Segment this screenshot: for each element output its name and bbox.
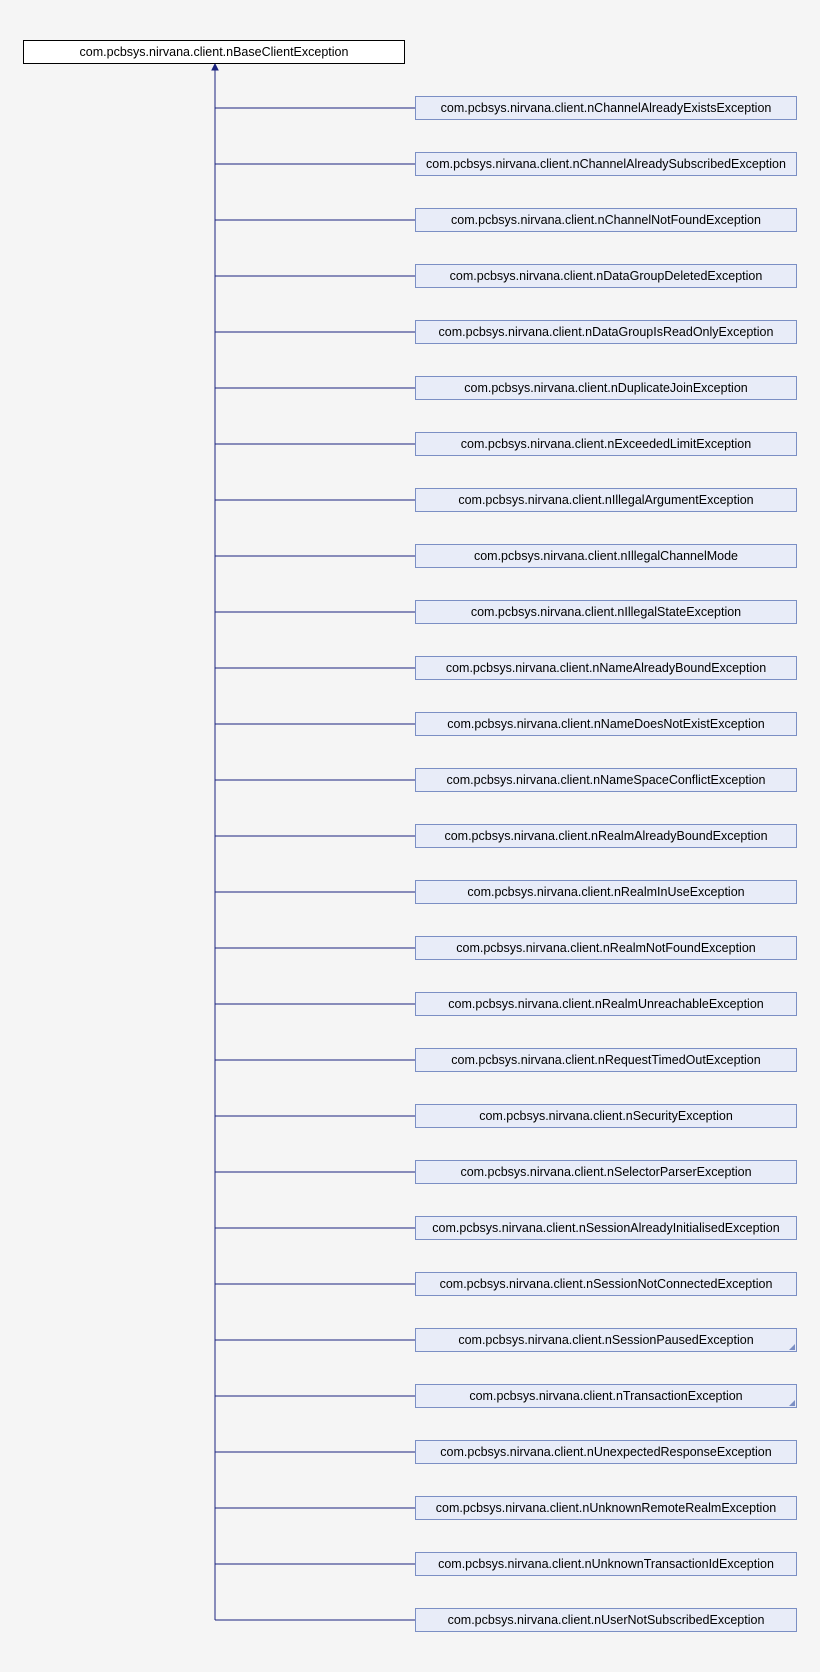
collapsed-marker-icon [789,1344,795,1350]
subclass-node[interactable]: com.pcbsys.nirvana.client.nIllegalChannelMode [415,544,797,568]
subclass-node[interactable]: com.pcbsys.nirvana.client.nDataGroupDeletedException [415,264,797,288]
subclass-node[interactable]: com.pcbsys.nirvana.client.nRequestTimedOutException [415,1048,797,1072]
subclass-node[interactable]: com.pcbsys.nirvana.client.nIllegalArgumentException [415,488,797,512]
subclass-node[interactable]: com.pcbsys.nirvana.client.nDataGroupIsReadOnlyException [415,320,797,344]
subclass-node[interactable]: com.pcbsys.nirvana.client.nRealmInUseException [415,880,797,904]
subclass-node[interactable]: com.pcbsys.nirvana.client.nExceededLimitException [415,432,797,456]
subclass-node[interactable]: com.pcbsys.nirvana.client.nChannelAlreadySubscribedException [415,152,797,176]
subclass-node[interactable]: com.pcbsys.nirvana.client.nSessionPausedException [415,1328,797,1352]
subclass-node[interactable]: com.pcbsys.nirvana.client.nUserNotSubscribedException [415,1608,797,1632]
subclass-node[interactable]: com.pcbsys.nirvana.client.nChannelNotFoundException [415,208,797,232]
subclass-node[interactable]: com.pcbsys.nirvana.client.nNameAlreadyBoundException [415,656,797,680]
subclass-node[interactable]: com.pcbsys.nirvana.client.nSecurityException [415,1104,797,1128]
subclass-node[interactable]: com.pcbsys.nirvana.client.nSessionAlreadyInitialisedException [415,1216,797,1240]
subclass-node[interactable]: com.pcbsys.nirvana.client.nNameDoesNotExistException [415,712,797,736]
subclass-node[interactable]: com.pcbsys.nirvana.client.nRealmUnreachableException [415,992,797,1016]
subclass-node[interactable]: com.pcbsys.nirvana.client.nNameSpaceConflictException [415,768,797,792]
subclass-node[interactable]: com.pcbsys.nirvana.client.nTransactionException [415,1384,797,1408]
subclass-node[interactable]: com.pcbsys.nirvana.client.nDuplicateJoinException [415,376,797,400]
subclass-node[interactable]: com.pcbsys.nirvana.client.nRealmAlreadyBoundException [415,824,797,848]
subclass-node[interactable]: com.pcbsys.nirvana.client.nChannelAlreadyExistsException [415,96,797,120]
subclass-node[interactable]: com.pcbsys.nirvana.client.nUnknownRemoteRealmException [415,1496,797,1520]
subclass-node[interactable]: com.pcbsys.nirvana.client.nIllegalStateException [415,600,797,624]
subclass-node[interactable]: com.pcbsys.nirvana.client.nSessionNotConnectedException [415,1272,797,1296]
base-class-node[interactable]: com.pcbsys.nirvana.client.nBaseClientException [23,40,405,64]
subclass-node[interactable]: com.pcbsys.nirvana.client.nUnexpectedResponseException [415,1440,797,1464]
subclass-node[interactable]: com.pcbsys.nirvana.client.nSelectorParserException [415,1160,797,1184]
collapsed-marker-icon [789,1400,795,1406]
inheritance-arrowhead-icon [212,64,218,70]
subclass-node[interactable]: com.pcbsys.nirvana.client.nRealmNotFoundException [415,936,797,960]
subclass-node[interactable]: com.pcbsys.nirvana.client.nUnknownTransactionIdException [415,1552,797,1576]
